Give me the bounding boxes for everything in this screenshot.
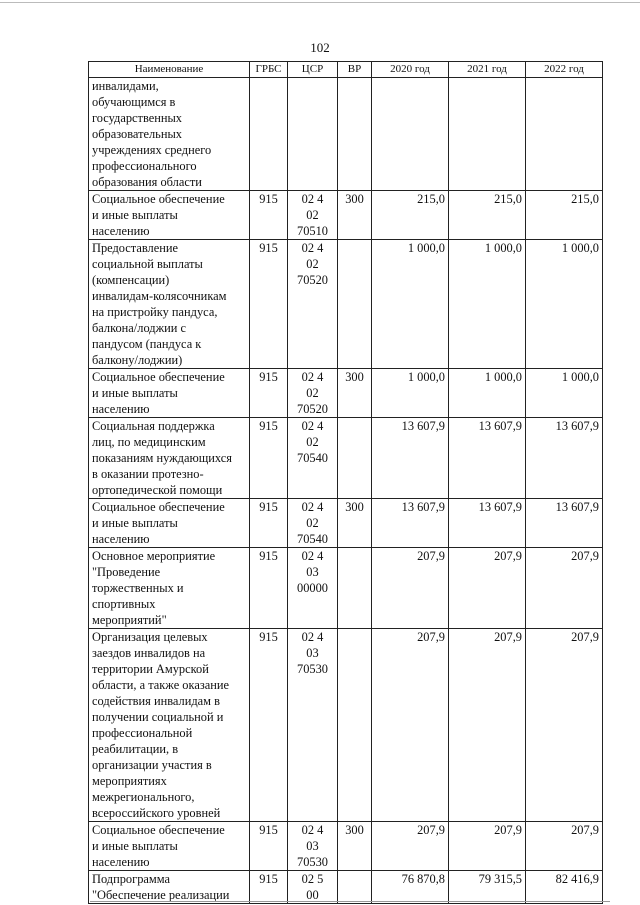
table-row [89, 78, 603, 191]
cell-2020 [372, 369, 449, 418]
cell-vr [338, 871, 372, 904]
cell-2021-text: 1 000,0 [484, 370, 522, 384]
cell-grbs [250, 499, 288, 548]
cell-2020-text: 13 607,9 [401, 500, 445, 514]
cell-2021 [449, 499, 526, 548]
cell-name [89, 629, 250, 822]
cell-2022-text: 1 000,0 [561, 370, 599, 384]
cell-name-text: Основное мероприятие "Проведение торжественных и спортивных мероприятий" [92, 549, 216, 627]
cell-grbs [250, 548, 288, 629]
cell-2021-text: 207,9 [494, 630, 522, 644]
cell-grbs [250, 240, 288, 369]
cell-2022 [526, 822, 603, 871]
cell-2022-text: 207,9 [571, 549, 599, 563]
header-csr: ЦСР [288, 62, 338, 78]
cell-2020 [372, 871, 449, 904]
cell-csr [288, 240, 338, 369]
cell-2021-text: 79 315,5 [478, 872, 522, 886]
cell-name-text: Социальное обеспечение и иные выплаты населению [92, 823, 225, 869]
scan-bottom-edge [90, 901, 610, 902]
cell-2020 [372, 240, 449, 369]
cell-2021 [449, 240, 526, 369]
budget-table [88, 61, 603, 904]
cell-2021-text: 207,9 [494, 823, 522, 837]
cell-csr-text: 02 4 02 70510 [297, 192, 328, 238]
cell-2021 [449, 418, 526, 499]
cell-csr-text: 02 4 02 70520 [297, 370, 328, 416]
cell-2021 [449, 191, 526, 240]
cell-csr [288, 548, 338, 629]
cell-2021 [449, 548, 526, 629]
cell-2022 [526, 78, 603, 191]
cell-vr [338, 240, 372, 369]
cell-grbs-text: 915 [259, 500, 278, 514]
cell-name [89, 871, 250, 904]
cell-csr-text: 02 4 03 70530 [297, 823, 328, 869]
cell-2022 [526, 369, 603, 418]
cell-grbs-text: 915 [259, 549, 278, 563]
cell-2020 [372, 499, 449, 548]
cell-name-text: Социальное обеспечение и иные выплаты населению [92, 500, 225, 546]
cell-2021 [449, 78, 526, 191]
cell-grbs-text: 915 [259, 823, 278, 837]
cell-vr [338, 418, 372, 499]
cell-vr [338, 191, 372, 240]
page-number: 102 [310, 40, 330, 55]
cell-2020-text: 13 607,9 [401, 419, 445, 433]
cell-vr-text: 300 [345, 192, 364, 206]
header-2022: 2022 год [526, 62, 603, 78]
table-header-row [89, 62, 603, 78]
cell-name-text: Подпрограмма "Обеспечение реализации [92, 872, 230, 902]
cell-2021-text: 13 607,9 [478, 419, 522, 433]
table-row [89, 191, 603, 240]
header-grbs: ГРБС [250, 62, 288, 78]
cell-2022 [526, 240, 603, 369]
cell-vr [338, 78, 372, 191]
cell-csr [288, 499, 338, 548]
cell-2021 [449, 871, 526, 904]
cell-grbs [250, 629, 288, 822]
table-row [89, 499, 603, 548]
cell-2020-text: 1 000,0 [407, 241, 445, 255]
header-name: Наименование [89, 62, 250, 78]
cell-2020-text: 207,9 [417, 630, 445, 644]
cell-name [89, 418, 250, 499]
header-vr: ВР [338, 62, 372, 78]
cell-2020 [372, 548, 449, 629]
cell-2020-text: 207,9 [417, 823, 445, 837]
cell-2022 [526, 871, 603, 904]
cell-csr [288, 369, 338, 418]
cell-csr-text: 02 4 02 70540 [297, 419, 328, 465]
cell-vr [338, 369, 372, 418]
cell-2020 [372, 418, 449, 499]
table-row [89, 871, 603, 904]
cell-grbs [250, 871, 288, 904]
cell-grbs-text: 915 [259, 370, 278, 384]
cell-vr [338, 499, 372, 548]
cell-2020-text: 207,9 [417, 549, 445, 563]
table-row [89, 822, 603, 871]
table-row [89, 629, 603, 822]
header-2020: 2020 год [372, 62, 449, 78]
cell-grbs-text: 915 [259, 241, 278, 255]
cell-grbs-text: 915 [259, 872, 278, 886]
cell-2022-text: 215,0 [571, 192, 599, 206]
cell-vr-text: 300 [345, 500, 364, 514]
cell-2020-text: 1 000,0 [407, 370, 445, 384]
cell-csr-text: 02 4 03 00000 [297, 549, 328, 595]
cell-name-text: Социальное обеспечение и иные выплаты населению [92, 370, 225, 416]
cell-name-text: инвалидами, обучающимся в государственных образовательных учреждениях среднего профессионального образования области [92, 79, 212, 189]
cell-2020 [372, 78, 449, 191]
cell-2022 [526, 629, 603, 822]
cell-2022-text: 207,9 [571, 630, 599, 644]
cell-grbs-text: 915 [259, 419, 278, 433]
cell-name [89, 548, 250, 629]
cell-name [89, 369, 250, 418]
cell-vr [338, 548, 372, 629]
table-row [89, 240, 603, 369]
cell-csr [288, 78, 338, 191]
cell-2022 [526, 499, 603, 548]
cell-2020 [372, 191, 449, 240]
cell-vr [338, 629, 372, 822]
cell-2021-text: 13 607,9 [478, 500, 522, 514]
cell-2020 [372, 629, 449, 822]
cell-2022 [526, 418, 603, 499]
cell-2020-text: 215,0 [417, 192, 445, 206]
cell-2021-text: 1 000,0 [484, 241, 522, 255]
cell-name [89, 822, 250, 871]
cell-2021 [449, 369, 526, 418]
cell-csr [288, 822, 338, 871]
cell-name-text: Социальное обеспечение и иные выплаты населению [92, 192, 225, 238]
table-row [89, 548, 603, 629]
cell-grbs [250, 78, 288, 191]
cell-csr [288, 418, 338, 499]
cell-name [89, 240, 250, 369]
cell-2022-text: 82 416,9 [555, 872, 599, 886]
cell-name [89, 78, 250, 191]
cell-grbs [250, 369, 288, 418]
table-row [89, 369, 603, 418]
table-body [89, 78, 603, 904]
cell-csr [288, 629, 338, 822]
cell-2021 [449, 822, 526, 871]
cell-csr [288, 191, 338, 240]
cell-2022-text: 207,9 [571, 823, 599, 837]
cell-csr-text: 02 4 02 70540 [297, 500, 328, 546]
scan-top-edge [0, 2, 640, 3]
cell-2022-text: 1 000,0 [561, 241, 599, 255]
cell-vr-text: 300 [345, 370, 364, 384]
cell-name-text: Организация целевых заездов инвалидов на территории Амурской области, а также оказание содействия инвалидам в получении социальной и профессиональной реабилитации, в организации участия в мероприятиях межрегионального, всероссийского уровней [92, 630, 229, 820]
header-2021: 2021 год [449, 62, 526, 78]
cell-name-text: Социальная поддержка лиц, по медицинским показаниям нуждающихся в оказании протезно- ортопедической помощи [92, 419, 232, 497]
cell-2020 [372, 822, 449, 871]
cell-2022-text: 13 607,9 [555, 419, 599, 433]
cell-grbs [250, 418, 288, 499]
cell-csr-text: 02 4 02 70520 [297, 241, 328, 287]
cell-grbs-text: 915 [259, 630, 278, 644]
cell-csr [288, 871, 338, 904]
cell-grbs-text: 915 [259, 192, 278, 206]
cell-name-text: Предоставление социальной выплаты (компенсации) инвалидам-колясочникам на пристройку пандуса, балкона/лоджии с пандусом (пандуса к балкону/лоджии) [92, 241, 227, 367]
table-row [89, 418, 603, 499]
cell-name [89, 191, 250, 240]
cell-2021-text: 215,0 [494, 192, 522, 206]
cell-2021-text: 207,9 [494, 549, 522, 563]
cell-2022 [526, 191, 603, 240]
cell-2022-text: 13 607,9 [555, 500, 599, 514]
cell-2020-text: 76 870,8 [401, 872, 445, 886]
cell-2021 [449, 629, 526, 822]
cell-grbs [250, 191, 288, 240]
cell-grbs [250, 822, 288, 871]
cell-csr-text: 02 5 00 [301, 872, 324, 902]
cell-name [89, 499, 250, 548]
cell-vr [338, 822, 372, 871]
cell-2022 [526, 548, 603, 629]
cell-csr-text: 02 4 03 70530 [297, 630, 328, 676]
cell-vr-text: 300 [345, 823, 364, 837]
